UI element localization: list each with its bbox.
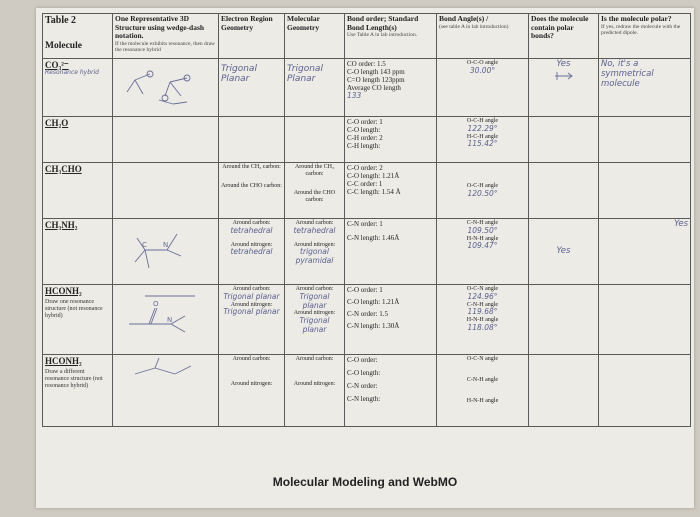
header-molecular-geometry: Molecular Geometry	[285, 14, 345, 59]
cell-electron-geometry	[219, 285, 285, 355]
cell-structure	[113, 285, 219, 355]
row-acetaldehyde	[43, 163, 691, 219]
cell-molecular-geometry	[285, 355, 345, 427]
angle-2-label: H-N-H angle	[466, 235, 499, 242]
cell-structure	[113, 355, 219, 427]
cell-molecule	[43, 59, 113, 117]
cell-bond-angle	[437, 355, 529, 427]
bond-line-4: C-C length: 1.54 Å	[347, 188, 401, 197]
cell-structure	[113, 219, 219, 285]
svg-text:N: N	[163, 241, 169, 249]
header-polar-molecule	[599, 14, 691, 59]
cell-polar-molecule	[599, 355, 691, 427]
angle-value: 120.50°	[467, 188, 498, 198]
molecule-name: HCONH₂	[45, 286, 82, 296]
around-nitrogen-label: Around nitrogen:	[230, 241, 273, 248]
cell-polar-bonds	[529, 117, 599, 163]
cell-electron-geometry	[219, 59, 285, 117]
angle-3-label: H-N-H angle	[466, 317, 499, 324]
around-nitrogen-value: tetrahedral	[230, 247, 273, 257]
angle-1-label: C-N-H angle	[466, 220, 499, 226]
methylamine-structure-sketch	[115, 220, 215, 278]
header-structure	[113, 14, 219, 59]
angle-1-label: O-C-N angle	[466, 286, 499, 292]
around-carbon-label: Around carbon:	[232, 220, 271, 226]
molecular-geometry-value: Trigonal Planar	[287, 64, 323, 85]
row-methylamine	[43, 219, 691, 285]
cell-structure	[113, 59, 219, 117]
angle-1-value: 122.29°	[467, 123, 498, 133]
cell-polar-bonds	[529, 285, 599, 355]
angle-2-value: 115.42°	[467, 139, 498, 149]
table-2	[42, 13, 691, 427]
row-formamide-resonance-2	[43, 355, 691, 427]
around-nitrogen-label: Around nitrogen:	[230, 380, 273, 387]
cell-polar-bonds	[529, 219, 599, 285]
angle-2-label: H-C-H angle	[466, 133, 499, 140]
bond-line-2: C-O length 143 ppm	[347, 68, 405, 77]
row-formamide-resonance-1	[43, 285, 691, 355]
cell-bond-order	[345, 59, 437, 117]
header-bond-order	[345, 14, 437, 59]
bond-line-5: 133	[347, 91, 362, 101]
molecule-name: CH₃CHO	[45, 164, 82, 174]
structure-note: If the molecule exhibits resonance, then draw the resonance hybrid	[115, 40, 216, 54]
bond-line-2: C-O length: 1.21Å	[347, 172, 400, 181]
cell-bond-angle	[437, 219, 529, 285]
cell-molecule	[43, 285, 113, 355]
cell-molecular-geometry	[285, 59, 345, 117]
bond-line-3: C-N order: 1.5	[347, 310, 389, 319]
table-title: Table 2	[45, 15, 77, 26]
angle-3-value: 118.08°	[467, 322, 498, 332]
around-nitrogen-label: Around nitrogen:	[293, 310, 336, 317]
header-bond-angle	[437, 14, 529, 59]
cell-molecular-geometry	[285, 285, 345, 355]
svg-text:C: C	[142, 241, 147, 249]
angle-label: O-C-O angle	[466, 60, 499, 66]
polar-bonds-answer: Yes	[556, 59, 571, 69]
resonance-note: Draw one resonance structure (not resonance hybrid)	[45, 299, 103, 320]
cell-bond-angle	[437, 117, 529, 163]
electron-geometry-value: Trigonal Planar	[221, 64, 257, 85]
cell-molecule	[43, 355, 113, 427]
bond-line-4: C-N length: 1.30Å	[347, 322, 400, 331]
formamide-structure-sketch	[115, 286, 215, 348]
around-nitrogen-value: trigonal pyramidal	[295, 247, 334, 266]
molecule-name: CO₃²⁻	[45, 60, 69, 70]
molecule-name: CH₂O	[45, 118, 69, 128]
dipole-arrow-sketch	[552, 70, 576, 82]
bond-line-1: C-O order: 1	[347, 118, 383, 126]
polar-molecule-note: If yes, redraw the molecule with the predicted dipole.	[601, 23, 681, 36]
svg-text:O: O	[153, 300, 159, 308]
cell-polar-bonds	[529, 355, 599, 427]
around-carbon-label: Around carbon:	[232, 356, 271, 362]
around-nitrogen-label: Around nitrogen:	[293, 241, 336, 248]
bond-line-2: C-O length:	[347, 369, 381, 378]
bond-line-3: C-C order: 1	[347, 180, 383, 189]
cell-structure	[113, 163, 219, 219]
around-nitrogen-value: Trigonal planar	[223, 307, 280, 317]
cell-bond-order	[345, 219, 437, 285]
bond-line-4: Average CO length	[347, 84, 401, 93]
bond-line-2: C-O length: 1.21Å	[347, 298, 400, 307]
cell-polar-bonds	[529, 59, 599, 117]
bond-order-note: Use Table A in lab introduction.	[347, 32, 418, 39]
cell-electron-geometry	[219, 355, 285, 427]
bond-line-1: C-N order: 1	[347, 220, 383, 228]
formamide-alt-structure-sketch	[115, 356, 215, 386]
bond-line-1: C-O order:	[347, 356, 378, 364]
row-formaldehyde	[43, 117, 691, 163]
molecule-header: Molecule	[45, 40, 82, 51]
around-carbon-label: Around carbon:	[295, 356, 334, 362]
angle-2-value: 119.68°	[467, 307, 498, 317]
angle-label: O-C-H angle	[466, 182, 499, 189]
row-carbonate	[43, 59, 691, 117]
angle-value: 30.00°	[469, 65, 496, 75]
molecule-name: HCONH₂	[45, 356, 82, 366]
bond-line-4: C-H length:	[347, 142, 381, 151]
svg-text:N: N	[167, 316, 173, 324]
cell-bond-order	[345, 285, 437, 355]
around-carbon-value: Trigonal planar	[223, 291, 280, 301]
around-cho-label: Around the CHO carbon:	[293, 189, 336, 203]
cell-bond-order	[345, 163, 437, 219]
carbonate-structure-sketch	[115, 60, 215, 114]
angle-1-value: 109.50°	[467, 225, 498, 235]
around-carbon-label: Around carbon:	[295, 286, 334, 292]
cell-polar-molecule	[599, 117, 691, 163]
bond-line-3: C-N order:	[347, 382, 378, 391]
resonance-hybrid-label: Resonance hybrid	[45, 69, 99, 77]
bond-line-1: C-O order: 2	[347, 164, 383, 172]
cell-polar-molecule	[599, 219, 691, 285]
bond-line-1: C-O order: 1	[347, 286, 383, 294]
polar-bonds-answer: Yes	[556, 245, 571, 256]
angle-3-label: H-N-H angle	[466, 397, 499, 404]
around-cho-label: Around the CHO carbon:	[221, 182, 282, 189]
angle-1-label: O-C-N angle	[466, 356, 499, 362]
cell-polar-molecule	[599, 59, 691, 117]
polar-molecule-header: Is the molecule polar?	[601, 14, 672, 23]
bond-line-3: C-H order: 2	[347, 134, 383, 143]
cell-polar-bonds	[529, 163, 599, 219]
cell-molecular-geometry	[285, 219, 345, 285]
cell-molecular-geometry	[285, 117, 345, 163]
cell-molecule	[43, 117, 113, 163]
angle-2-label: C-N-H angle	[466, 376, 499, 383]
page-caption: Molecular Modeling and WebMO	[272, 475, 458, 489]
cell-molecule	[43, 219, 113, 285]
structure-header: One Representative 3D Structure using wedge-dash notation.	[115, 14, 205, 41]
around-nitrogen-label: Around nitrogen:	[230, 301, 273, 308]
cell-electron-geometry	[219, 163, 285, 219]
polar-molecule-answer: Yes	[674, 219, 688, 229]
cell-bond-angle	[437, 285, 529, 355]
header-row	[43, 14, 691, 59]
bond-order-header: Bond order; Standard Bond Length(s)	[347, 14, 419, 32]
around-nitrogen-value: Trigonal planar	[299, 316, 330, 334]
around-ch3-label: Around the CH₃ carbon:	[294, 164, 335, 177]
bond-angle-note: (see table A in lab introduction)	[439, 23, 509, 30]
cell-bond-angle	[437, 59, 529, 117]
angle-2-value: 109.47°	[467, 241, 498, 251]
resonance-note: Draw a different resonance structure (not resonance hybrid)	[45, 369, 103, 390]
around-nitrogen-label: Around nitrogen:	[293, 380, 336, 387]
header-molecule	[43, 14, 113, 59]
around-carbon-label: Around carbon:	[232, 286, 271, 292]
bond-line-2: C-O length:	[347, 126, 381, 135]
bond-line-3: C=O length 123ppm	[347, 76, 405, 85]
around-carbon-value: Trigonal planar	[299, 291, 330, 310]
polar-molecule-answer: No, it's a symmetrical molecule	[601, 59, 654, 89]
around-carbon-label: Around carbon:	[295, 220, 334, 226]
bond-angle-header: Bond Angle(s) /	[439, 14, 489, 23]
bond-line-2: C-N length: 1.46Å	[347, 234, 400, 243]
header-polar-bonds: Does the molecule contain polar bonds?	[529, 14, 599, 59]
cell-structure	[113, 117, 219, 163]
bond-line-4: C-N length:	[347, 395, 381, 404]
cell-bond-order	[345, 117, 437, 163]
cell-bond-order	[345, 355, 437, 427]
angle-2-label: C-N-H angle	[466, 301, 499, 308]
cell-molecule	[43, 163, 113, 219]
cell-molecular-geometry	[285, 163, 345, 219]
angle-1-value: 124.96°	[467, 291, 498, 301]
around-carbon-value: tetrahedral	[230, 225, 273, 235]
cell-polar-molecule	[599, 285, 691, 355]
worksheet-page	[36, 8, 694, 508]
header-electron-geometry: Electron Region Geometry	[219, 14, 285, 59]
angle-1-label: O-C-H angle	[466, 118, 499, 124]
around-ch3-label: Around the CH₃ carbon:	[222, 164, 281, 170]
cell-bond-angle	[437, 163, 529, 219]
around-carbon-value: tetrahedral	[293, 225, 336, 235]
molecule-name: CH₃NH₂	[45, 220, 78, 230]
cell-polar-molecule	[599, 163, 691, 219]
cell-electron-geometry	[219, 117, 285, 163]
bond-line-1: CO order: 1.5	[347, 60, 386, 68]
cell-electron-geometry	[219, 219, 285, 285]
